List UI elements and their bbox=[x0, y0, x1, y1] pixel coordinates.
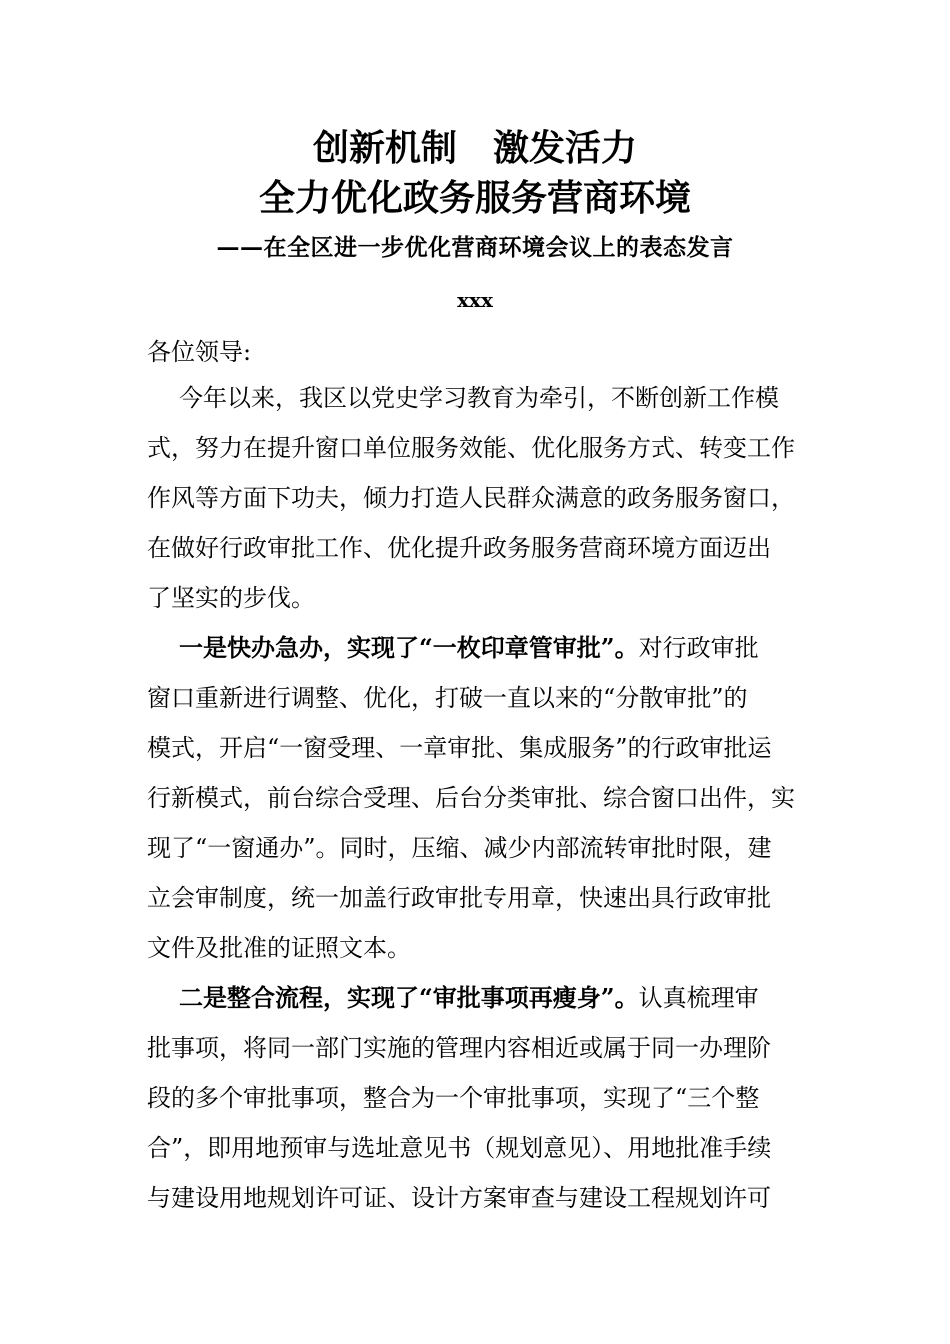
section-heading: 二是整合流程，实现了“审批事项再瘦身”。 bbox=[179, 983, 639, 1012]
paragraph-line: 了坚实的步伐。 bbox=[147, 584, 315, 612]
paragraph-line: 文件及批准的证照文本。 bbox=[147, 934, 411, 962]
paragraph-line: 今年以来，我区以党史学习教育为牵引，不断创新工作模 bbox=[179, 384, 779, 412]
paragraph-line bbox=[179, 630, 807, 666]
section-heading: 一是快办急办，实现了“一枚印章管审批”。 bbox=[179, 633, 639, 662]
paragraph-line: 批事项，将同一部门实施的管理内容相近或属于同一办理阶 bbox=[147, 1034, 771, 1062]
paragraph-line: 模式，开启“一窗受理、一章审批、集成服务”的行政审批运 bbox=[147, 734, 772, 762]
title-line-2: 全力优化政务服务营商环境 bbox=[258, 177, 691, 219]
paragraph-line: 合”，即用地预审与选址意见书（规划意见）、用地批准手续 bbox=[147, 1134, 772, 1162]
paragraph-line: 现了“一窗通办”。同时，压缩、减少内部流转审批时限，建 bbox=[147, 834, 772, 862]
paragraph-line: 窗口重新进行调整、优化，打破一直以来的“分散审批”的 bbox=[147, 684, 748, 712]
paragraph-line: 行新模式，前台综合受理、后台分类审批、综合窗口出件，实 bbox=[147, 784, 795, 812]
subtitle: ——在全区进一步优化营商环境会议上的表态发言 bbox=[216, 234, 734, 261]
salutation: 各位领导: bbox=[147, 338, 252, 366]
author: xxx bbox=[457, 288, 493, 312]
paragraph-text: 认真梳理审 bbox=[638, 984, 759, 1012]
paragraph-line: 在做好行政审批工作、优化提升政务服务营商环境方面迈出 bbox=[147, 534, 771, 562]
paragraph-line: 式，努力在提升窗口单位服务效能、优化服务方式、转变工作 bbox=[147, 434, 795, 462]
paragraph-text: 对行政审批 bbox=[638, 634, 759, 662]
paragraph-line: 与建设用地规划许可证、设计方案审查与建设工程规划许可 bbox=[147, 1184, 771, 1212]
paragraph-line bbox=[179, 980, 807, 1016]
paragraph-line: 立会审制度，统一加盖行政审批专用章，快速出具行政审批 bbox=[147, 884, 771, 912]
title-line-1: 创新机制 激发活力 bbox=[312, 127, 637, 169]
paragraph-line: 段的多个审批事项，整合为一个审批事项，实现了“三个整 bbox=[147, 1084, 760, 1112]
paragraph-line: 作风等方面下功夫，倾力打造人民群众满意的政务服务窗口， bbox=[147, 484, 795, 512]
